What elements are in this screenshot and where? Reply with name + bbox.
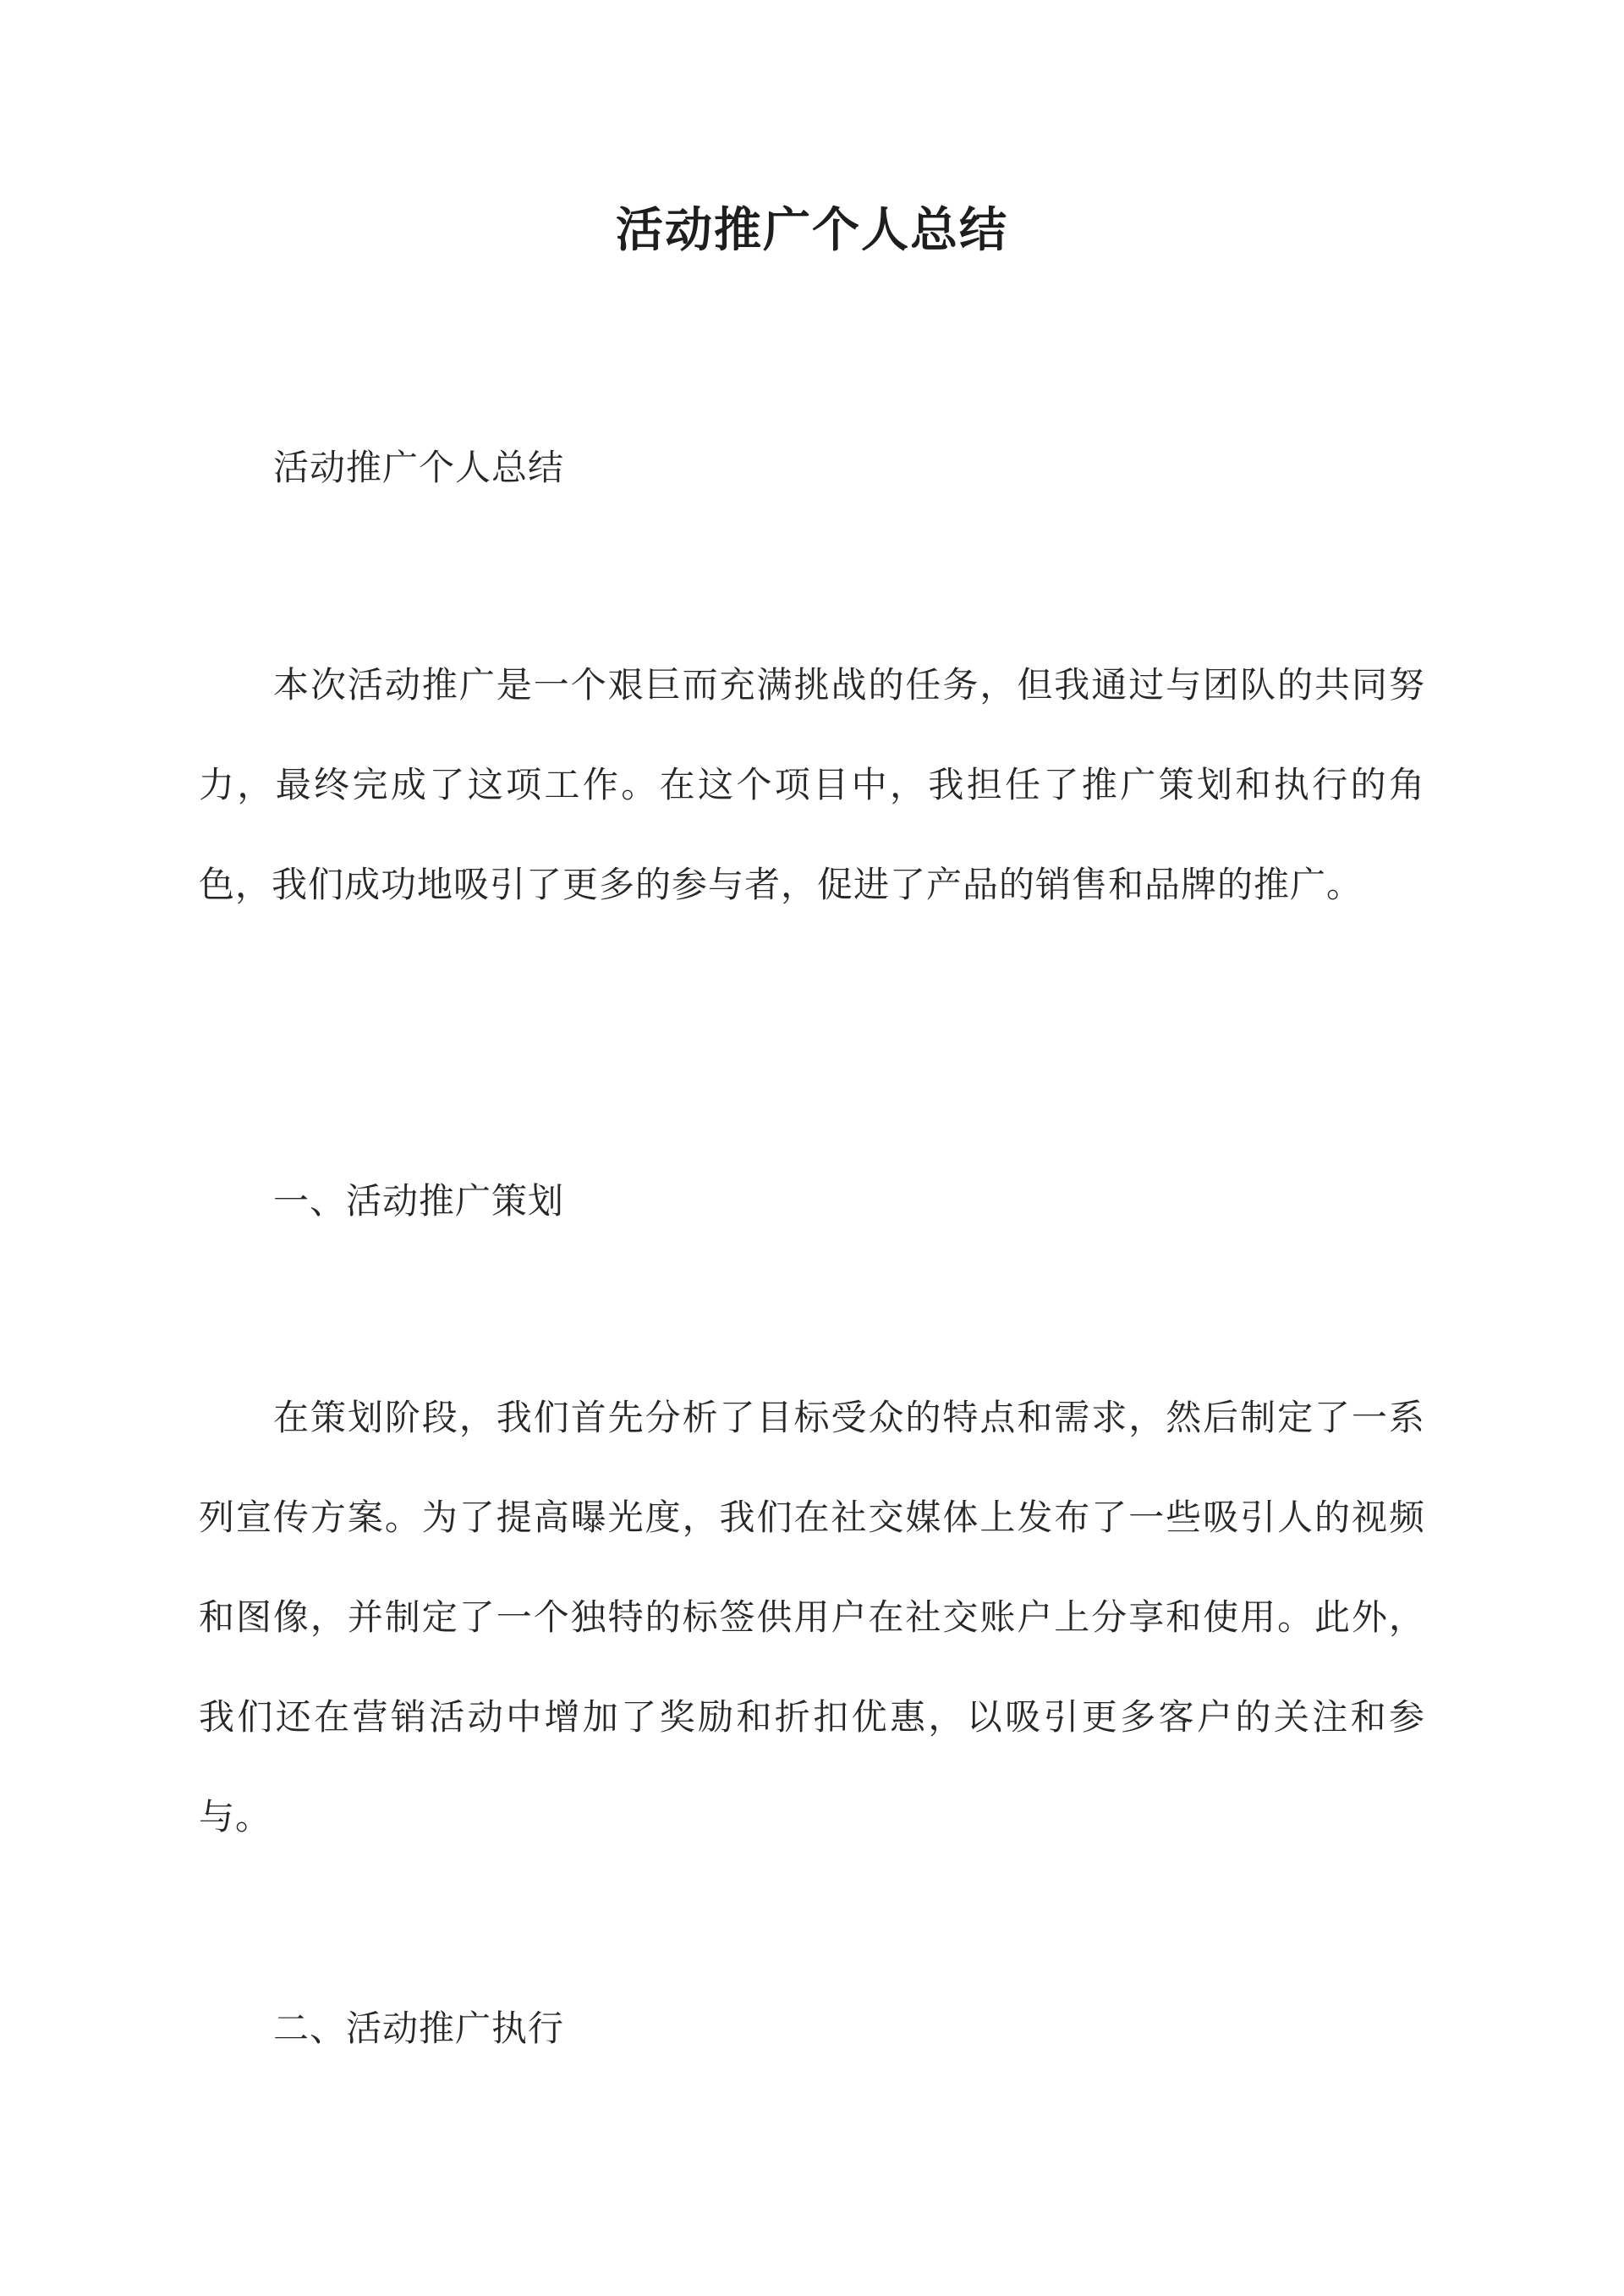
section-1-body-block <box>199 1368 1425 1867</box>
document-title: 活动推广个人总结 <box>616 202 1008 258</box>
section-1-heading-block <box>199 1151 1425 1251</box>
intro-paragraph: 本次活动推广是一个艰巨而充满挑战的任务，但我通过与团队的共同努力，最终完成了这项工作。在这个项目中，我担任了推广策划和执行的角色，我们成功地吸引了更多的参与者，促进了产品的销售和品牌的推广。 <box>199 664 1425 905</box>
document-subtitle-block <box>199 418 1425 518</box>
section-body-planning: 在策划阶段，我们首先分析了目标受众的特点和需求，然后制定了一系列宣传方案。为了提高曝光度，我们在社交媒体上发布了一些吸引人的视频和图像，并制定了一个独特的标签供用户在社交账户上分享和使用。此外，我们还在营销活动中增加了奖励和折扣优惠，以吸引更多客户的关注和参与。 <box>199 1397 1425 1837</box>
section-heading-planning: 一、活动推广策划 <box>273 1180 565 1222</box>
section-heading-execution: 二、活动推广执行 <box>273 2008 565 2049</box>
intro-block <box>199 635 1425 935</box>
section-2-heading-block <box>199 1979 1425 2079</box>
document-subtitle: 活动推广个人总结 <box>273 447 565 488</box>
